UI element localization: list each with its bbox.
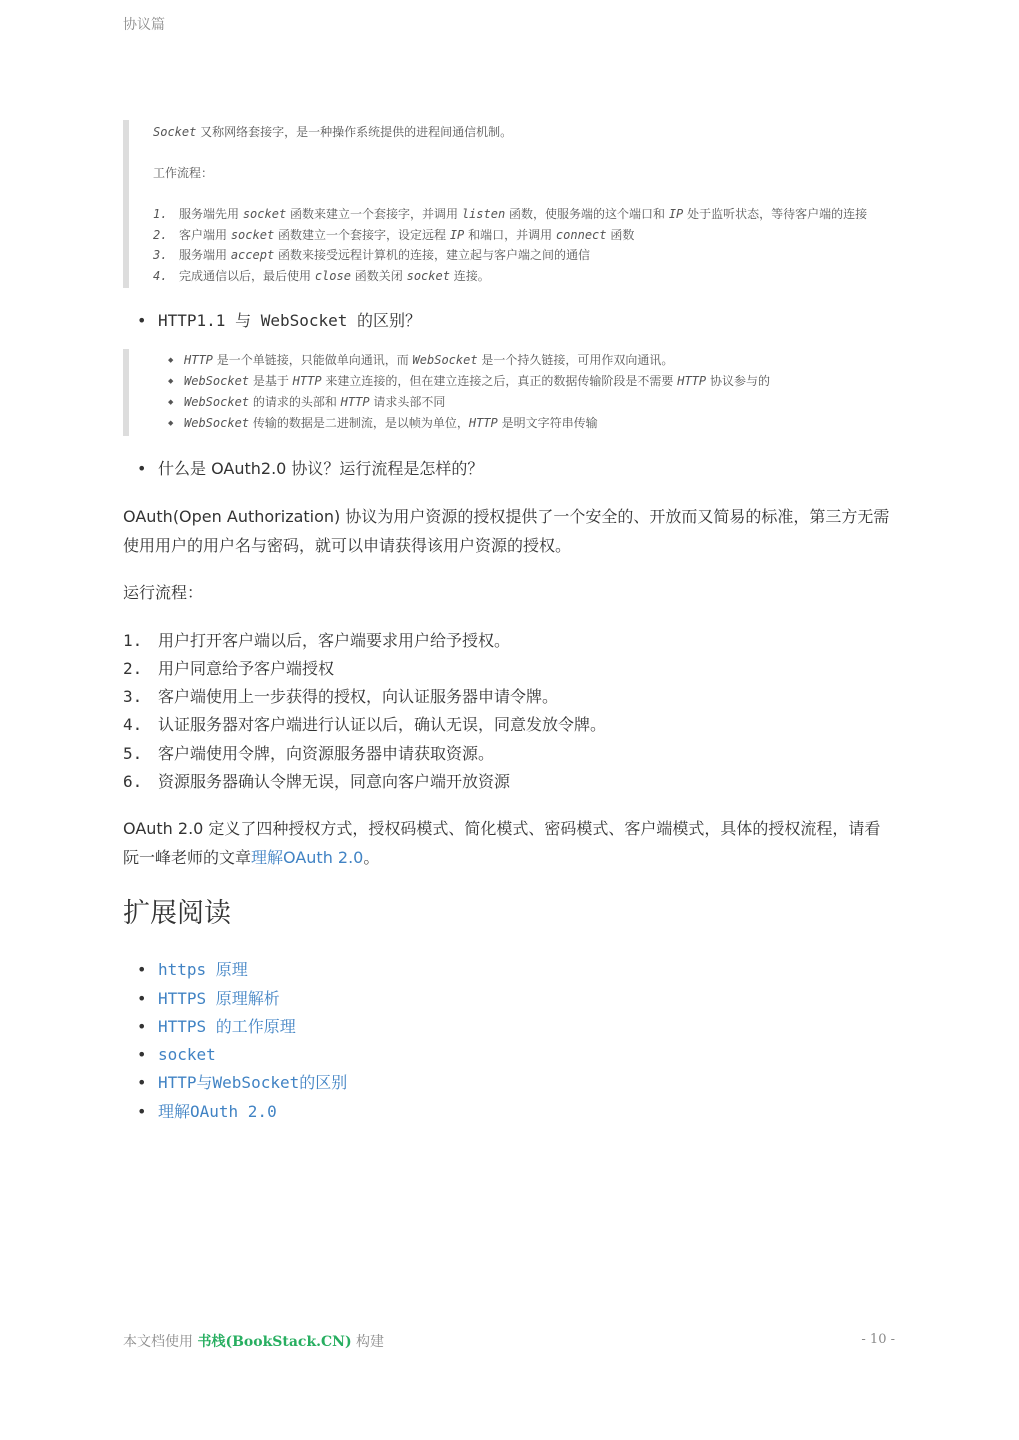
socket-step: 3. 服务端用 accept 函数来接受远程计算机的连接，建立起与客户端之间的通信 [153,248,591,262]
oauth-steps-list [123,627,895,797]
diff-item: ◆ HTTP 是一个单链接，只能做单向通讯，而 WebSocket 是一个持久链接，可用作双向通讯。 [153,350,895,371]
oauth-flow-label: 运行流程： [123,583,204,602]
extended-reading-link[interactable]: 理解OAuth 2.0 [158,1101,277,1121]
extended-reading-item [123,1098,895,1126]
extended-reading-item [123,1069,895,1097]
oauth-step: 3. 客户端使用上一步获得的授权，向认证服务器申请令牌。 [123,687,559,707]
diff-item: ◆ WebSocket 的请求的头部和 HTTP 请求头部不同 [153,392,895,413]
socket-intro: Socket 又称网络套接字，是一种操作系统提供的进程间通信机制。 [153,125,513,139]
extended-reading-link[interactable]: HTTPS 原理解析 [158,988,280,1008]
extended-reading-heading: 扩展阅读 [123,898,231,930]
extended-reading-links [123,956,895,1126]
socket-blockquote [123,120,895,288]
oauth-step: 4. 认证服务器对客户端进行认证以后，确认无误，同意发放令牌。 [123,715,607,735]
bookstack-link[interactable]: 书栈(BookStack.CN) [197,1334,352,1350]
page-number: - 10 - [861,1332,895,1347]
extended-reading-item [123,1041,895,1069]
diff-item: ◆ WebSocket 传输的数据是二进制流，是以帧为单位，HTTP 是明文字符串传输 [153,413,895,434]
oauth-step: 5. 客户端使用令牌，向资源服务器申请获取资源。 [123,743,495,763]
oauth-intro: OAuth(Open Authorization) 协议为用户资源的授权提供了一个安全的、开放而又简易的标准，第三方无需使用用户的用户名与密码，就可以申请获得该用户资源的授权。 [123,507,890,555]
oauth-step: 2. 用户同意给予客户端授权 [123,658,335,678]
question-list-2 [123,455,895,483]
oauth-step: 6. 资源服务器确认令牌无误，同意向客户端开放资源 [123,771,511,791]
extended-reading-item [123,1013,895,1041]
socket-flow-label: 工作流程： [153,166,214,180]
oauth-modes-paragraph: OAuth 2.0 定义了四种授权方式，授权码模式、简化模式、密码模式、客户端模式，具体的授权流程，请看阮一峰老师的文章理解OAuth 2.0。 [123,819,881,867]
extended-reading-item [123,985,895,1013]
footer-credit: 本文档使用 书栈(BookStack.CN) 构建 [123,1334,385,1350]
extended-reading-link[interactable]: https 原理 [158,960,248,980]
diff-item: ◆ WebSocket 是基于 HTTP 来建立连接的，但在建立连接之后，真正的数据传输阶段是不需要 HTTP 协议参与的 [153,371,895,392]
oauth-step: 1. 用户打开客户端以后，客户端要求用户给予授权。 [123,630,511,650]
http-websocket-blockquote [123,349,895,436]
extended-reading-item [123,956,895,984]
socket-step: 4. 完成通信以后，最后使用 close 函数关闭 socket 连接。 [153,268,490,283]
socket-step: 1. 服务端先用 socket 函数来建立一个套接字，并调用 listen 函数，使服务端的这个端口和 IP 处于监听状态，等待客户端的连接 [153,207,868,221]
extended-reading-link[interactable]: HTTP与WebSocket的区别 [158,1073,348,1093]
question-http-websocket: • HTTP1.1 与 WebSocket 的区别？ [123,307,895,335]
extended-reading-link[interactable]: socket [158,1045,216,1065]
page-content [123,120,895,1126]
running-header: 协议篇 [123,17,165,33]
oauth-article-link[interactable]: 理解OAuth 2.0 [251,847,364,867]
socket-step: 2. 客户端用 socket 函数建立一个套接字，设定远程 IP 和端口，并调用 connect 函数 [153,227,635,242]
http-websocket-diff-list [153,350,895,434]
question-oauth: • 什么是 OAuth2.0 协议？运行流程是怎样的？ [123,455,895,483]
question-list-1 [123,307,895,335]
socket-steps-list [153,204,895,286]
extended-reading-link[interactable]: HTTPS 的工作原理 [158,1016,296,1036]
